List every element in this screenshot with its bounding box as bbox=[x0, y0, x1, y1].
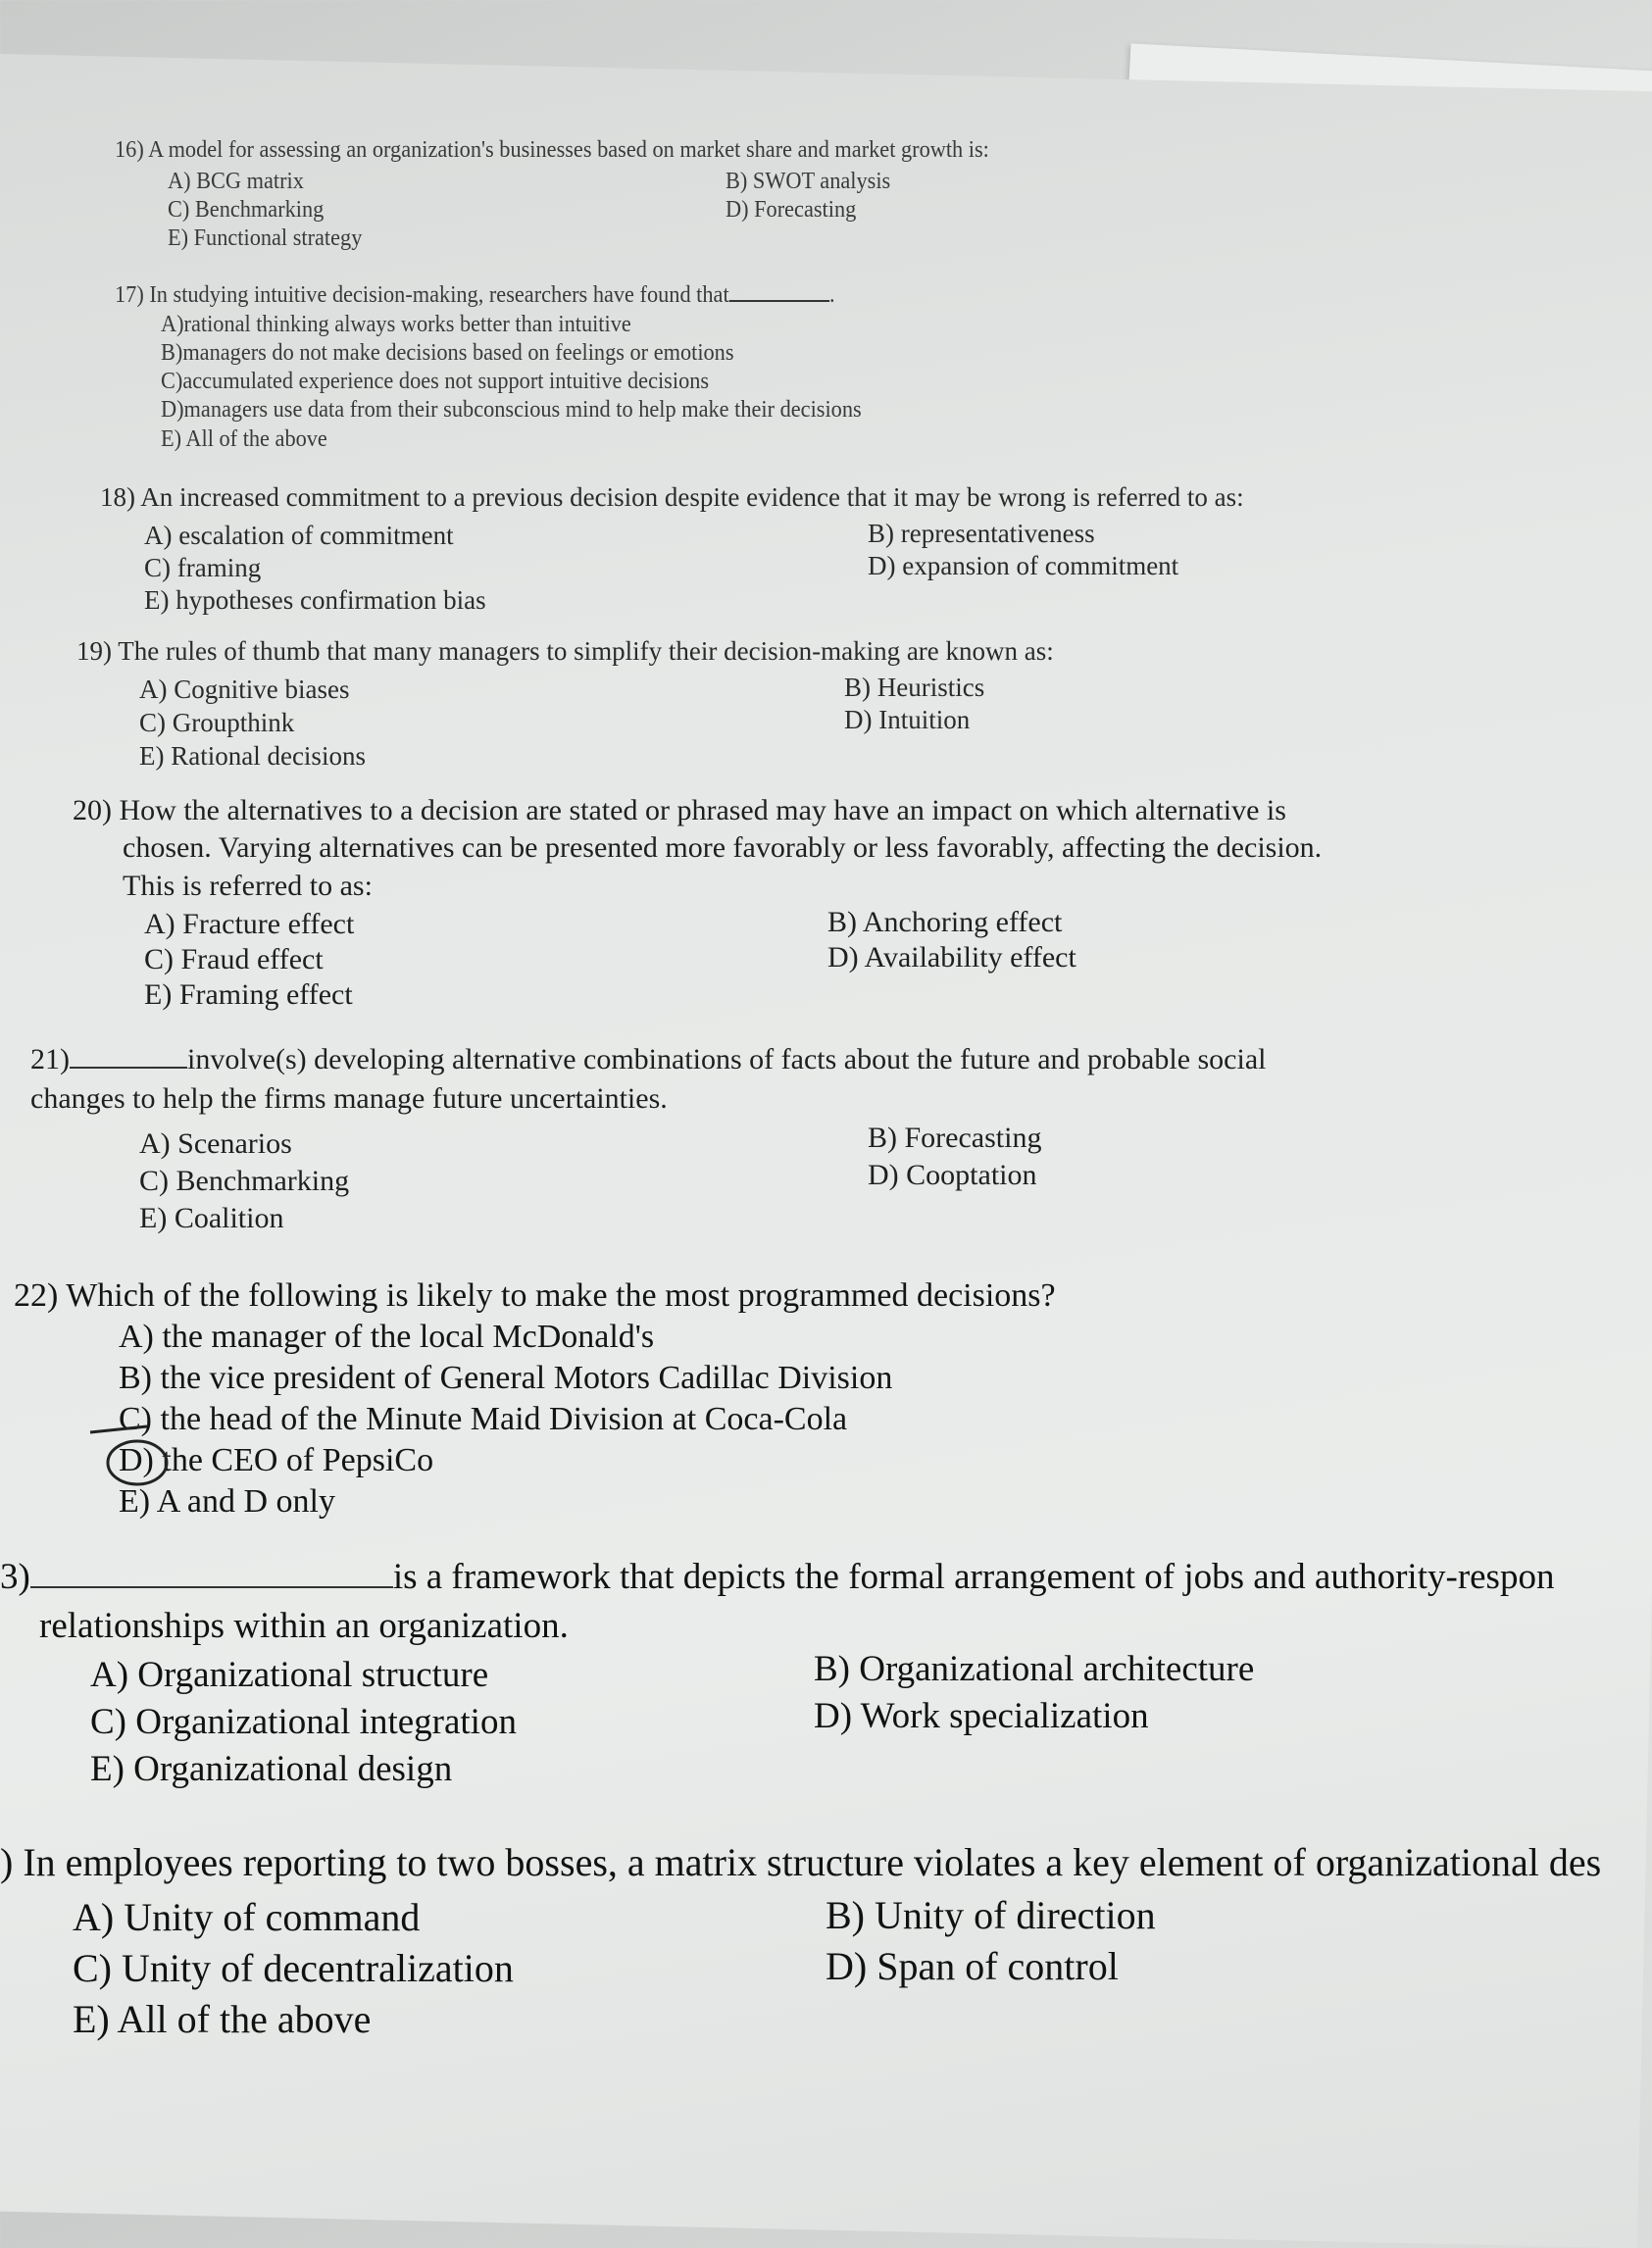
answer-blank bbox=[30, 1586, 393, 1588]
question-23-option-c[interactable]: C) Organizational integration bbox=[90, 1702, 517, 1742]
question-17-option-a[interactable]: A)rational thinking always works better than intuitive bbox=[161, 312, 631, 337]
question-23-text: is a framework that depicts the formal arrangement of jobs and authority-respon bbox=[392, 1557, 1555, 1597]
question-18-stem: 18) An increased commitment to a previous decision despite evidence that it may be wrong is referred to as: bbox=[100, 482, 1244, 512]
question-16-stem: 16) A model for assessing an organization's businesses based on market share and market growth is: bbox=[115, 137, 989, 163]
question-21-option-d[interactable]: D) Cooptation bbox=[868, 1159, 1037, 1191]
question-23-number: 3) bbox=[0, 1557, 30, 1597]
question-16-option-d[interactable]: D) Forecasting bbox=[726, 197, 857, 223]
question-18-option-c[interactable]: C) framing bbox=[144, 553, 262, 582]
question-18-option-a[interactable]: A) escalation of commitment bbox=[144, 521, 454, 550]
question-16-option-c[interactable]: C) Benchmarking bbox=[168, 197, 325, 223]
question-17-option-b[interactable]: B)managers do not make decisions based on feelings or emotions bbox=[161, 340, 734, 366]
question-24-stem: ) In employees reporting to two bosses, a matrix structure violates a key element of organizational des bbox=[0, 1840, 1602, 1884]
question-23-option-e[interactable]: E) Organizational design bbox=[90, 1749, 453, 1789]
question-24-option-a[interactable]: A) Unity of command bbox=[73, 1895, 421, 1939]
question-23-option-d[interactable]: D) Work specialization bbox=[814, 1696, 1149, 1736]
question-22-option-d[interactable]: D) the CEO of PepsiCo bbox=[119, 1442, 434, 1478]
question-18-option-e[interactable]: E) hypotheses confirmation bias bbox=[144, 585, 486, 615]
question-17-option-d[interactable]: D)managers use data from their subconscious mind to help make their decisions bbox=[161, 397, 862, 423]
question-21-option-a[interactable]: A) Scenarios bbox=[139, 1127, 292, 1160]
question-17-text: 17) In studying intuitive decision-making, researchers have found that bbox=[115, 282, 729, 308]
question-17-option-e[interactable]: E) All of the above bbox=[161, 426, 327, 452]
question-19-option-c[interactable]: C) Groupthink bbox=[139, 708, 295, 737]
question-20-stem: 20) How the alternatives to a decision are stated or phrased may have an impact on which alternative is bbox=[73, 794, 1286, 826]
question-19-option-d[interactable]: D) Intuition bbox=[844, 705, 971, 734]
question-16-option-e[interactable]: E) Functional strategy bbox=[168, 225, 363, 251]
question-23-option-b[interactable]: B) Organizational architecture bbox=[814, 1649, 1255, 1689]
question-19-stem: 19) The rules of thumb that many managers to simplify their decision-making are known as: bbox=[76, 636, 1054, 666]
question-16-option-a[interactable]: A) BCG matrix bbox=[168, 169, 304, 194]
question-20-option-b[interactable]: B) Anchoring effect bbox=[827, 906, 1063, 938]
question-24-option-b[interactable]: B) Unity of direction bbox=[826, 1893, 1156, 1937]
question-24-option-e[interactable]: E) All of the above bbox=[73, 1997, 372, 2041]
question-17-option-c[interactable]: C)accumulated experience does not support intuitive decisions bbox=[161, 369, 710, 394]
question-20-stem-line3: This is referred to as: bbox=[123, 870, 373, 902]
question-20-option-c[interactable]: C) Fraud effect bbox=[144, 943, 324, 975]
question-24-option-c[interactable]: C) Unity of decentralization bbox=[73, 1946, 514, 1990]
question-21-number: 21) bbox=[30, 1043, 70, 1075]
question-24-option-d[interactable]: D) Span of control bbox=[826, 1944, 1119, 1988]
question-23-option-a[interactable]: A) Organizational structure bbox=[90, 1655, 489, 1695]
question-20-option-d[interactable]: D) Availability effect bbox=[827, 941, 1076, 974]
question-19-option-e[interactable]: E) Rational decisions bbox=[139, 741, 366, 771]
question-20-stem-line2: chosen. Varying alternatives can be presented more favorably or less favorably, affecting the decision. bbox=[123, 831, 1323, 864]
question-17-stem bbox=[115, 283, 835, 307]
question-21-text: involve(s) developing alternative combinations of facts about the future and probable social bbox=[187, 1043, 1267, 1075]
question-18-option-d[interactable]: D) expansion of commitment bbox=[868, 551, 1179, 580]
question-18-option-b[interactable]: B) representativeness bbox=[868, 519, 1095, 548]
question-23-stem-line2: relationships within an organization. bbox=[39, 1606, 569, 1646]
question-17-period: . bbox=[828, 282, 835, 308]
answer-blank bbox=[70, 1067, 187, 1069]
question-22-option-e[interactable]: E) A and D only bbox=[119, 1483, 335, 1520]
question-21-stem-line2: changes to help the firms manage future uncertainties. bbox=[30, 1082, 668, 1115]
question-22-option-b[interactable]: B) the vice president of General Motors Cadillac Division bbox=[119, 1360, 893, 1396]
question-21-option-b[interactable]: B) Forecasting bbox=[868, 1122, 1042, 1154]
question-21-stem bbox=[30, 1045, 1266, 1074]
question-22-option-c[interactable]: C) the head of the Minute Maid Division at Coca-Cola bbox=[119, 1401, 848, 1437]
question-22-stem: 22) Which of the following is likely to make the most programmed decisions? bbox=[14, 1277, 1056, 1314]
answer-blank bbox=[729, 300, 829, 302]
question-19-option-a[interactable]: A) Cognitive biases bbox=[139, 674, 350, 704]
question-22-option-a[interactable]: A) the manager of the local McDonald's bbox=[119, 1319, 655, 1355]
question-19-option-b[interactable]: B) Heuristics bbox=[844, 673, 985, 702]
question-21-option-e[interactable]: E) Coalition bbox=[139, 1202, 284, 1234]
question-23-stem bbox=[0, 1559, 1554, 1595]
question-20-option-e[interactable]: E) Framing effect bbox=[144, 978, 353, 1011]
question-21-option-c[interactable]: C) Benchmarking bbox=[139, 1165, 350, 1197]
question-20-option-a[interactable]: A) Fracture effect bbox=[144, 908, 355, 940]
question-16-option-b[interactable]: B) SWOT analysis bbox=[726, 169, 891, 194]
